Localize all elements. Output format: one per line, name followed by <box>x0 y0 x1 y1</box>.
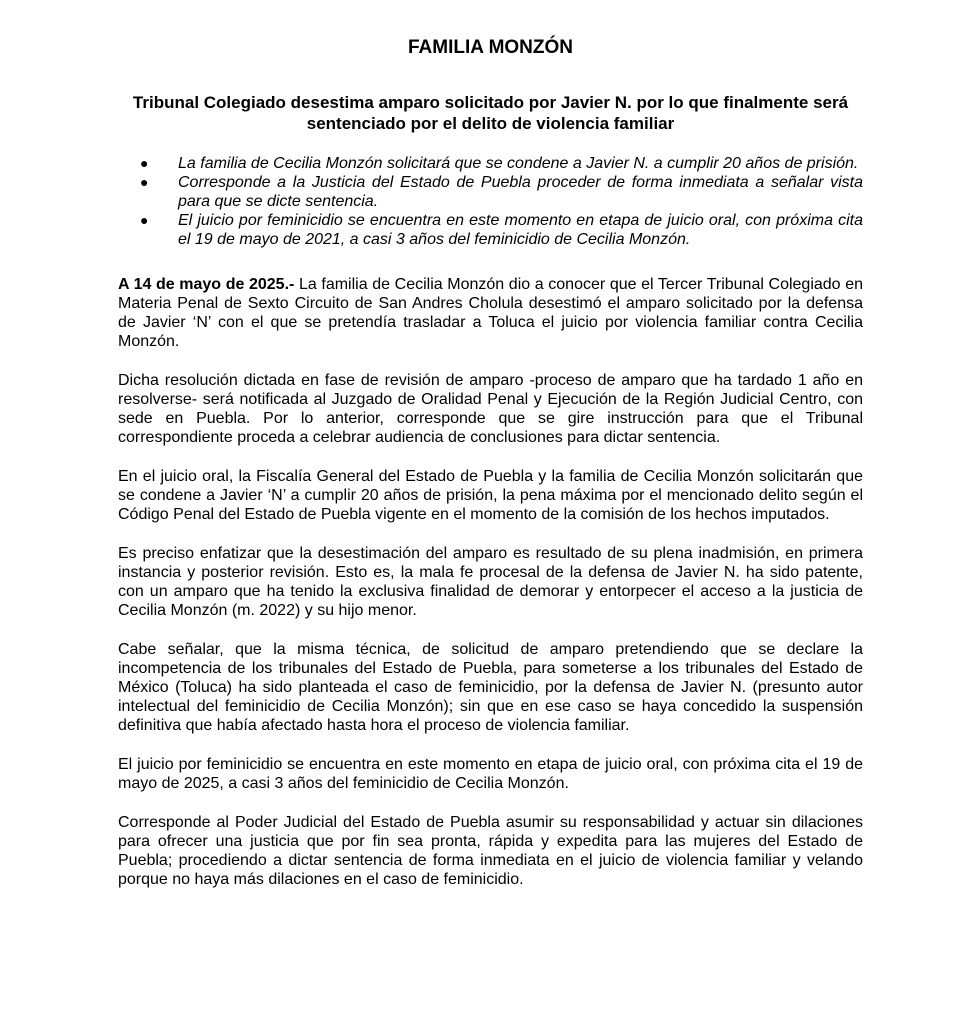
highlight-item <box>118 154 863 173</box>
body-paragraph: En el juicio oral, la Fiscalía General del Estado de Puebla y la familia de Cecilia Monzón solicitarán que se condene a Javier ‘N’ a cumplir 20 años de prisión, la pena máxima por el mencionado delito según el Código Penal del Estado de Puebla vigente en el momento de la comisión de los hechos imputados. <box>118 468 863 523</box>
highlight-text: El juicio por feminicidio se encuentra en este momento en etapa de juicio oral, con próxima cita el 19 de mayo de 2021, a casi 3 años del feminicidio de Cecilia Monzón. <box>178 212 863 248</box>
paragraph-text: La familia de Cecilia Monzón dio a conocer que el Tercer Tribunal Colegiado en Materia Penal de Sexto Circuito de San Andres Cholula desestimó el amparo solicitado por la defensa de Javier ‘N’ con el que se pretendía trasladar a Toluca el juicio por violencia familiar contra Cecilia Monzón. <box>118 276 863 350</box>
highlight-text: Corresponde a la Justicia del Estado de Puebla proceder de forma inmediata a señalar vista para que se dicte sentencia. <box>178 174 863 210</box>
dateline: A 14 de mayo de 2025.- <box>118 276 295 293</box>
highlights-list <box>118 154 863 249</box>
document-title: FAMILIA MONZÓN <box>408 37 573 58</box>
body-paragraph <box>118 275 863 351</box>
bullet-dot-icon: ● <box>140 174 149 190</box>
bullet-dot-icon: ● <box>140 212 149 228</box>
highlight-text: La familia de Cecilia Monzón solicitará que se condene a Javier N. a cumplir 20 años de prisión. <box>178 155 859 172</box>
body-paragraph: Dicha resolución dictada en fase de revisión de amparo -proceso de amparo que ha tardado 1 año en resolverse- será notificada al Juzgado de Oralidad Penal y Ejecución de la Región Judicial Centro, con sede en Puebla. Por lo anterior, corresponde que se gire instrucción para que el Tribunal correspondiente proceda a celebrar audiencia de conclusiones para dictar sentencia. <box>118 372 863 446</box>
body-paragraph: Cabe señalar, que la misma técnica, de solicitud de amparo pretendiendo que se declare la incompetencia de los tribunales del Estado de Puebla, para someterse a los tribunales del Estado de México (Toluca) ha sido planteada el caso de feminicidio, por la defensa de Javier N. (presunto autor intelectual del feminicidio de Cecilia Monzón); sin que en ese caso se haya concedido la suspensión definitiva que había afectado hasta hora el proceso de violencia familiar. <box>118 641 863 734</box>
body-paragraph: Es preciso enfatizar que la desestimación del amparo es resultado de su plena inadmisión, en primera instancia y posterior revisión. Esto es, la mala fe procesal de la defensa de Javier N. ha sido patente, con un amparo que ha tenido la exclusiva finalidad de demorar y entorpecer el acceso a la justicia de Cecilia Monzón (m. 2022) y su hijo menor. <box>118 545 863 619</box>
body-paragraph: El juicio por feminicidio se encuentra en este momento en etapa de juicio oral, con próxima cita el 19 de mayo de 2025, a casi 3 años del feminicidio de Cecilia Monzón. <box>118 756 863 792</box>
bullet-dot-icon: ● <box>140 155 149 171</box>
document-subtitle: Tribunal Colegiado desestima amparo solicitado por Javier N. por lo que finalmente será sentenciado por el delito de violencia familiar <box>132 93 849 133</box>
highlight-item <box>118 173 863 211</box>
highlight-item <box>118 211 863 249</box>
body-paragraph: Corresponde al Poder Judicial del Estado de Puebla asumir su responsabilidad y actuar sin dilaciones para ofrecer una justicia que por fin sea pronta, rápida y expedita para las mujeres del Estado de Puebla; procediendo a dictar sentencia de forma inmediata en el juicio de violencia familiar y velando porque no haya más dilaciones en el caso de feminicidio. <box>118 814 863 888</box>
